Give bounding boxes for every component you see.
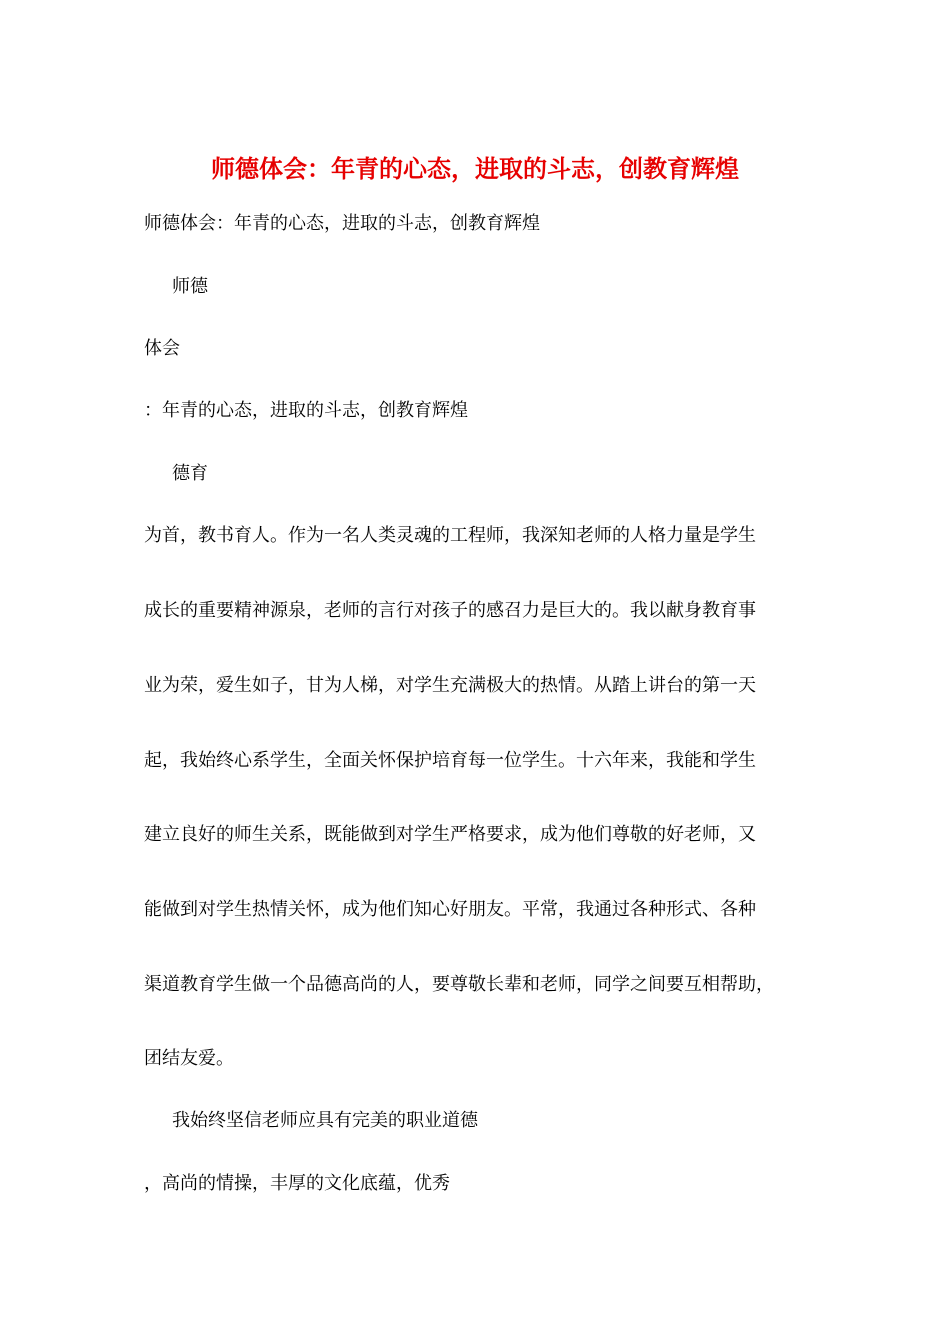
paragraph-line: 为首，教书育人。作为一名人类灵魂的工程师，我深知老师的人格力量是学生 [144, 525, 756, 546]
paragraph-line: 师德 [172, 276, 208, 297]
paragraph-line: 业为荣，爱生如子，甘为人梯，对学生充满极大的热情。从踏上讲台的第一天 [144, 675, 756, 696]
paragraph-line: 渠道教育学生做一个品德高尚的人，要尊敬长辈和老师，同学之间要互相帮助， [144, 974, 774, 995]
paragraph-line: 起，我始终心系学生，全面关怀保护培育每一位学生。十六年来，我能和学生 [144, 750, 756, 771]
paragraph-line: 德育 [172, 463, 208, 484]
paragraph-line: 我始终坚信老师应具有完美的职业道德 [172, 1110, 478, 1131]
paragraph-line: ：年青的心态，进取的斗志，创教育辉煌 [144, 400, 468, 421]
paragraph-line: ，高尚的情操，丰厚的文化底蕴，优秀 [144, 1173, 450, 1194]
subtitle-line: 师德体会：年青的心态，进取的斗志，创教育辉煌 [144, 213, 540, 234]
paragraph-line: 成长的重要精神源泉，老师的言行对孩子的感召力是巨大的。我以献身教育事 [144, 600, 756, 621]
paragraph-line: 能做到对学生热情关怀，成为他们知心好朋友。平常，我通过各种形式、各种 [144, 899, 756, 920]
paragraph-line: 团结友爱。 [144, 1048, 234, 1069]
document-title: 师德体会：年青的心态，进取的斗志，创教育辉煌 [211, 155, 739, 183]
paragraph-line: 建立良好的师生关系，既能做到对学生严格要求，成为他们尊敬的好老师，又 [144, 824, 756, 845]
paragraph-line: 体会 [144, 338, 180, 359]
